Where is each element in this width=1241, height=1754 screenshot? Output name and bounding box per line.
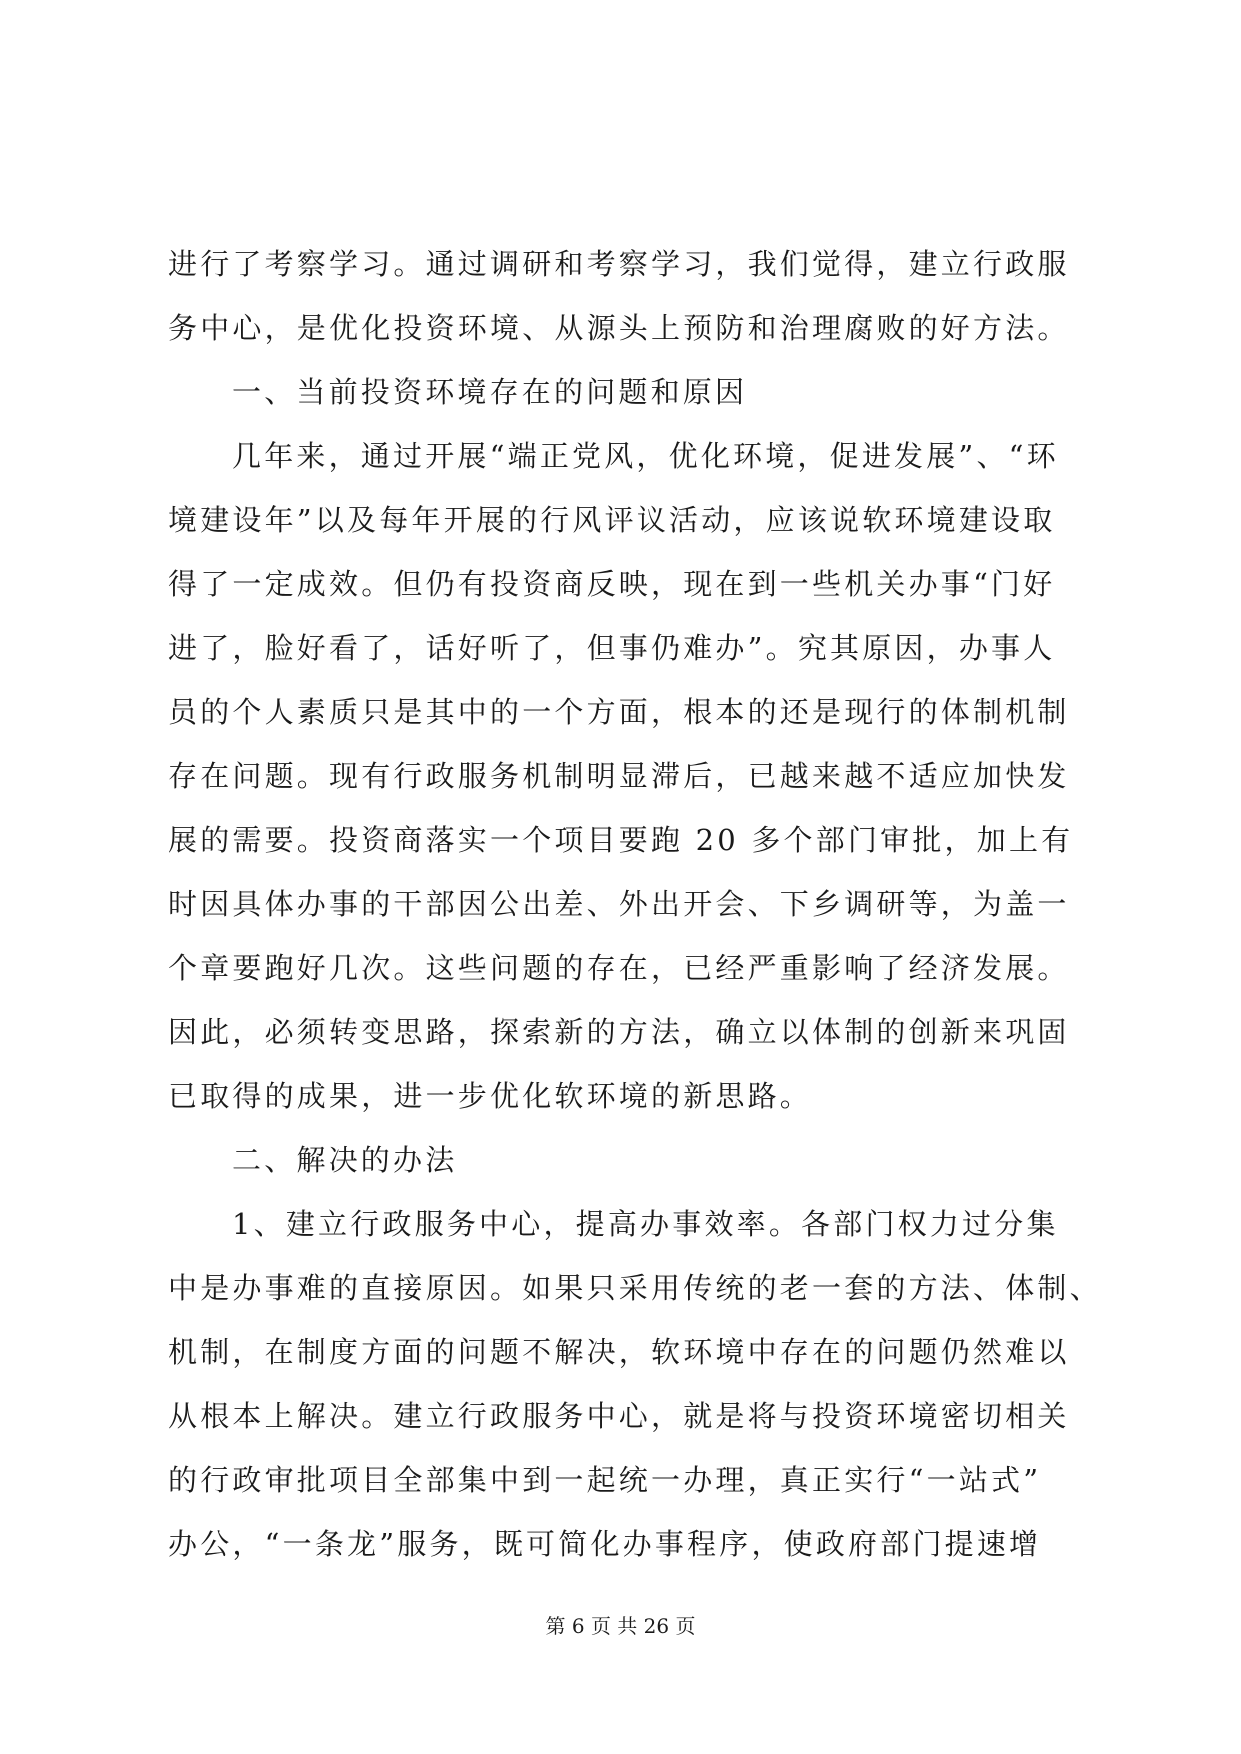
text-line: 展的需要。投资商落实一个项目要跑 20 多个部门审批，加上有 [168,823,1074,857]
text-line: 因此，必须转变思路，探索新的方法，确立以体制的创新来巩固 [168,1015,1070,1049]
text-line: 几年来，通过开展“端正党风，优化环境，促进发展”、“环 [232,439,1059,473]
text-line: 进了，脸好看了，话好听了，但事仍难办”。究其原因，办事人 [168,631,1056,665]
text-line: 进行了考察学习。通过调研和考察学习，我们觉得，建立行政服 [168,247,1070,281]
body-text [168,232,1102,1576]
text-line: 员的个人素质只是其中的一个方面，根本的还是现行的体制机制 [168,695,1070,729]
section-heading: 二、解决的办法 [232,1143,458,1177]
text-line: 务中心，是优化投资环境、从源头上预防和治理腐败的好方法。 [168,311,1070,345]
text-line: 个章要跑好几次。这些问题的存在，已经严重影响了经济发展。 [168,951,1070,985]
text-line: 中是办事难的直接原因。如果只采用传统的老一套的方法、体制、 [168,1271,1102,1305]
text-line: 的行政审批项目全部集中到一起统一办理，真正实行“一站式” [168,1463,1042,1497]
text-line: 1、建立行政服务中心，提高办事效率。各部门权力过分集 [232,1207,1059,1241]
text-line: 已取得的成果，进一步优化软环境的新思路。 [168,1079,813,1113]
text-line: 得了一定成效。但仍有投资商反映，现在到一些机关办事“门好 [168,567,1056,601]
text-line: 机制，在制度方面的问题不解决，软环境中存在的问题仍然难以 [168,1335,1070,1369]
page-number-footer: 第 6 页 共 26 页 [545,1614,696,1638]
text-line: 存在问题。现有行政服务机制明显滞后，已越来越不适应加快发 [168,759,1070,793]
text-line: 从根本上解决。建立行政服务中心，就是将与投资环境密切相关 [168,1399,1070,1433]
text-line: 时因具体办事的干部因公出差、外出开会、下乡调研等，为盖一 [168,887,1070,921]
section-heading: 一、当前投资环境存在的问题和原因 [232,375,748,409]
text-line: 境建设年”以及每年开展的行风评议活动，应该说软环境建设取 [168,503,1056,537]
text-line: 办公，“一条龙”服务，既可简化办事程序，使政府部门提速增 [168,1527,1042,1561]
